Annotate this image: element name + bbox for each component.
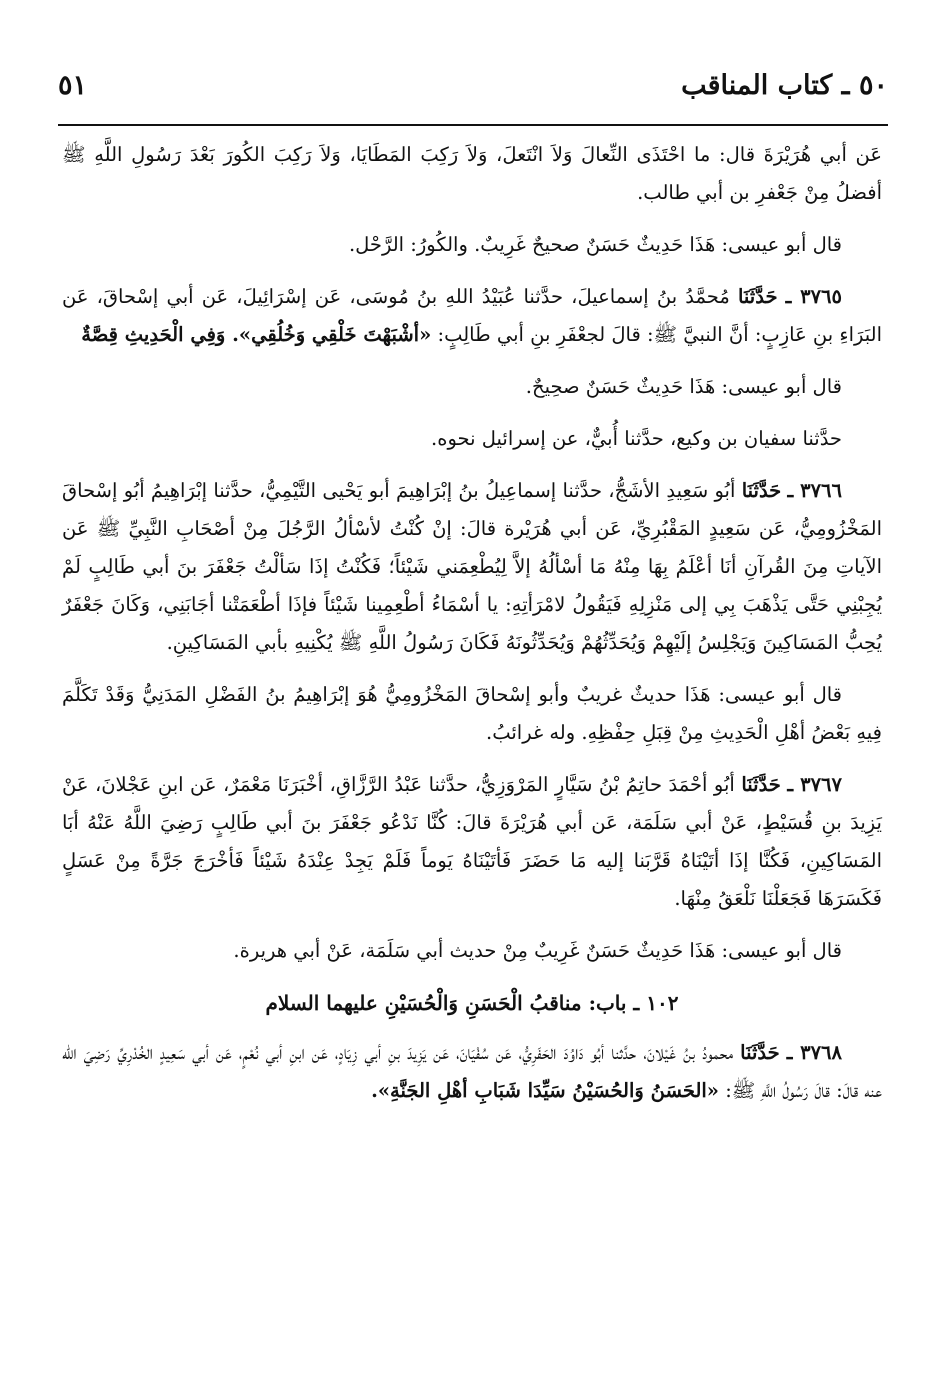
paragraph-grading xyxy=(62,368,882,406)
paragraph-hadith-text xyxy=(62,136,882,212)
hadith-text: مُحمَّدُ بنُ إسماعيلَ، حدَّثنا عُبَيْدُ اللهِ بنُ مُوسَى، عَن إسْرَائِيلَ، عَن أبي إسْحاقَ، عَن البَرَاءِ بنِ عَازِبٍ: أنَّ النبيَّ ﷺ: قالَ لجعْفَرِ بنِ أبي طَالِبٍ: xyxy=(62,285,882,346)
paragraph-grading xyxy=(62,226,882,264)
hadith-quote: «أشْبَهْتَ خَلْقِي وَخُلُقِي». وَفِي الْحَدِيثِ قِصَّةٌ xyxy=(81,323,432,346)
header-rule xyxy=(58,124,888,126)
page-body xyxy=(62,136,882,1360)
hadith-3768 xyxy=(62,1034,882,1110)
paragraph-text: قال أبو عيسى: هَذَا حَدِيثٌ حَسَنٌ صحيحٌ غَرِيبٌ. والكُورُ: الرَّحْل. xyxy=(348,233,842,256)
paragraph-text: عَن أبي هُرَيْرَةَ قال: ما احْتَذَى النِّعالَ وَلاَ انْتَعلَ، وَلاَ رَكِبَ المَطَايَا، وَلاَ رَكِبَ الكُورَ بَعْدَ رَسُولِ اللَّهِ ﷺ أفضلُ مِنْ جَعْفرِ بن أبي طالب. xyxy=(62,143,882,204)
hadith-number: ٣٧٦٦ ـ xyxy=(787,479,842,502)
hadith-number: ٣٧٦٥ ـ xyxy=(785,285,842,308)
chapter-title: ٥٠ ـ كتاب المناقب xyxy=(681,70,888,101)
hadith-number: ٣٧٦٨ ـ xyxy=(786,1041,842,1064)
hadith-text: أبُو أحْمَدَ حاتِمُ بْنُ سَيَّارٍ المَرْوَزِيُّ، حدَّثنا عَبْدُ الرَّزَّاقِ، أخْبَرَنَا مَعْمَرٌ، عَن ابنِ عَجْلانَ، عَنْ يَزِيدَ بنِ قُسَيْطٍ، عَنْ أبي سَلَمَة، عَن أبي هُرَيْرَةَ قالَ: كُنَّا نَدْعُو جَعْفَرَ بنَ أبي طَالِبٍ رَضِيَ اللَّهُ عَنْهُ أبَا المَسَاكِينِ، فَكُنَّا إذَا أتَيْنَاهُ قَرَّبَنا إليه مَا حَضَرَ فَأتَيْنَاهُ يَوماً فَلَمْ يَجِدْ عِنْدَهُ شَيْئاً فَأخْرَجَ جَرَّةً مِنْ عَسَلٍ فَكَسَرَهَا فَجَعَلْنَا نَلْعَقُ مِنْهَا. xyxy=(62,773,882,910)
hadith-opening: حَدَّثَنَا xyxy=(737,285,778,308)
hadith-opening: حَدَّثَنَا xyxy=(740,1041,780,1064)
hadith-quote: «الحَسَنُ وَالحُسَيْنُ سَيِّدَا شَبَابِ أهْلِ الجَنَّةِ». xyxy=(371,1079,719,1102)
hadith-opening: حَدَّثَنَا xyxy=(741,479,782,502)
paragraph-grading xyxy=(62,932,882,970)
hadith-3766 xyxy=(62,472,882,662)
page-number: ٥١ xyxy=(58,70,88,101)
hadith-number: ٣٧٦٧ ـ xyxy=(787,773,842,796)
paragraph-text: قال أبو عيسى: هَذَا حَدِيثٌ حَسَنٌ صحِيحٌ. xyxy=(525,375,842,398)
hadith-3767 xyxy=(62,766,882,918)
hadith-text: محمودُ بنُ غَيْلانَ، حدَّثنا أبُو دَاوُدَ الحَفَرِيُّ، عَن سُفْيَانَ، عَن يَزِيدَ بنِ أبي زِيَادٍ، عَن ابنِ أبي نُعْمٍ، عَن أبي سَعِيدٍ الخُدْرِيِّ رَضِيَ الله عنه قالَ: قالَ رَسُولُ اللَّهِ ﷺ: xyxy=(62,1041,882,1102)
running-header xyxy=(58,66,888,110)
hadith-text: أبُو سَعِيدِ الأشَجُّ، حدَّثنا إسماعِيلُ بنُ إبْرَاهِيمَ أبو يَحْيى التَّيْمِيُّ، حدَّثنا إبْرَاهِيمُ أبُو إسْحاقَ المَخْزُومِيُّ، عَن سَعِيدٍ المَقْبُرِيِّ، عَن أبي هُرَيْرة قالَ: إنْ كُنْتُ لأسْألُ الرَّجُلَ مِنْ أصْحَابِ النَّبِيِّ ﷺ عَن الآياتِ مِنَ القُرآنِ أنَا أعْلَمُ بِهَا مِنْهُ مَا أسْألُهُ إلاَّ لِيُطْعِمَني شَيْئاً؛ فَكُنْتُ إذَا سَألْتُ جَعْفَرَ بنَ أبي طَالِبٍ لَمْ يُجِبْنِي حَتَّى يَذْهَبَ بِي إلى مَنْزِلِهِ فَيَقُولُ لامْرَأتِهِ: يا أسْمَاءُ أطْعِمِينا شَيْئاً فإذَا أطْعَمَتْنا أجَابَنِي، وَكَانَ جَعْفَرٌ يُحِبُّ المَسَاكِينَ وَيَجْلِسُ إلَيْهِمْ وَيُحَدِّثُهُمْ وَيُحَدِّثُونَهُ فَكَانَ رَسُولُ اللَّهِ ﷺ يُكْنِيهِ بأبي المَسَاكِينِ. xyxy=(62,479,882,654)
paragraph-grading xyxy=(62,676,882,752)
chapter-heading: ١٠٢ ـ باب: مناقبُ الْحَسَنِ وَالْحُسَيْنِ عليهما السلام xyxy=(265,991,679,1015)
paragraph-text: قال أبو عيسى: هَذَا حَدِيثٌ حَسَنٌ غَرِيبٌ مِنْ حديث أبي سَلَمَة، عَنْ أبي هريرة. xyxy=(233,939,842,962)
hadith-opening: حَدَّثَنَا xyxy=(741,773,781,796)
paragraph-isnad xyxy=(62,420,882,458)
paragraph-text: قال أبو عيسى: هَذَا حديثٌ غريبٌ وأبو إسْحاقَ المَخْزُومِيُّ هُوَ إبْرَاهِيمُ بنُ الفَضْلِ المَدَنِيُّ وَقَدْ تَكَلَّمَ فِيهِ بَعْضُ أهْلِ الْحَدِيثِ مِنْ قِبَلِ حِفْظِهِ. وله غرائبُ. xyxy=(62,683,882,744)
hadith-3765 xyxy=(62,278,882,354)
paragraph-text: حدَّثنا سفيان بن وكيع، حدَّثنا أُبيٌّ، عن إسرائيل نحوه. xyxy=(431,427,842,450)
